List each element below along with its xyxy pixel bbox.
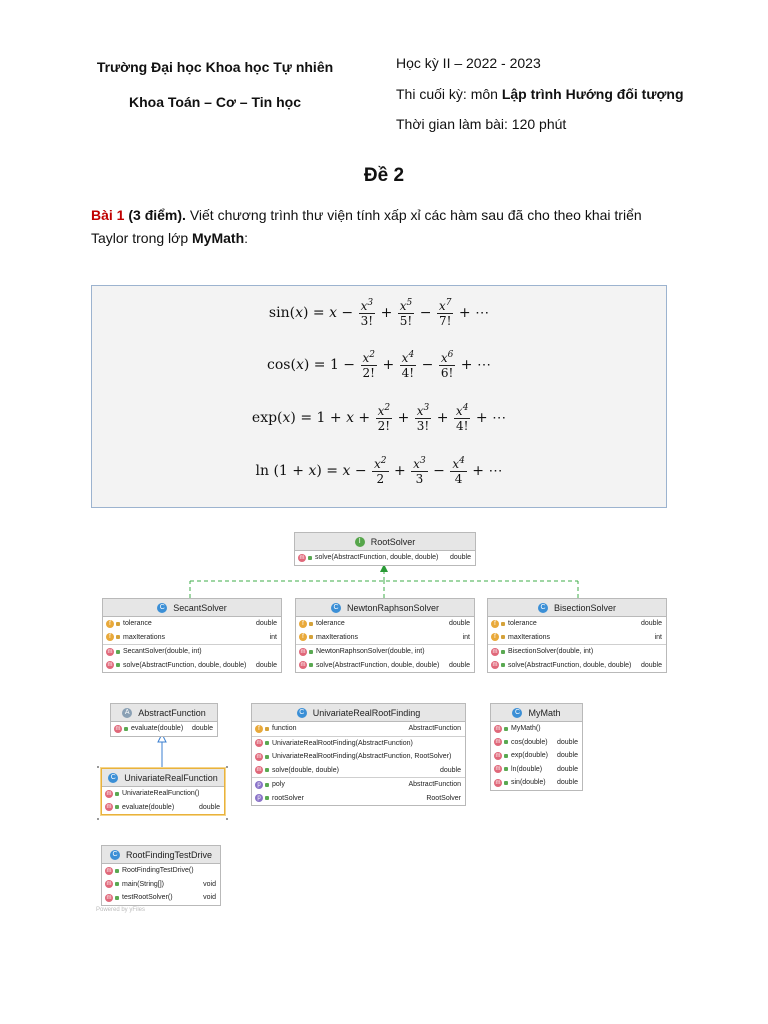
problem-class: MyMath — [192, 230, 245, 246]
exp-ellipsis: + ⋯ — [475, 410, 507, 426]
public-icon — [115, 869, 119, 873]
private-icon — [501, 622, 505, 626]
uml-member: SecantSolver(double, int) — [123, 648, 202, 656]
uml-type: double — [556, 738, 578, 746]
uml-class-name: MyMath — [528, 707, 561, 718]
public-icon — [115, 792, 119, 796]
public-icon — [115, 896, 119, 900]
semester: Học kỳ II – 2022 - 2023 — [396, 55, 541, 71]
uml-member: testRootSolver() — [122, 894, 173, 902]
public-icon — [504, 727, 508, 731]
static-method-icon: m — [106, 881, 112, 888]
uml-member: MyMath() — [511, 725, 541, 733]
private-icon — [501, 635, 505, 639]
uml-member: ln(double) — [511, 765, 543, 773]
class-icon: C — [157, 603, 167, 613]
duration: Thời gian làm bài: 120 phút — [396, 116, 567, 132]
public-icon — [116, 650, 120, 654]
uml-member: tolerance — [123, 620, 152, 628]
field-icon: f — [299, 620, 307, 628]
uml-class-name: UnivariateRealRootFinding — [312, 707, 421, 718]
uml-member: function — [272, 725, 297, 733]
uml-type: double — [640, 620, 662, 628]
class-icon: C — [297, 708, 307, 718]
sin-formula: sin(x) = x − $\frac{x^3}{3!}$ + $\frac{x^5}{5!}$ − $\frac{x^7}{7!}$ + ⋯ — [268, 298, 490, 328]
uml-type: AbstractFunction — [408, 781, 461, 789]
uml-member: main(String[]) — [122, 880, 165, 888]
problem-label: Bài 1 — [91, 207, 125, 223]
class-icon: C — [108, 773, 118, 783]
private-icon — [116, 635, 120, 639]
public-icon — [265, 796, 269, 800]
uml-secantsolver[interactable] — [102, 598, 282, 673]
yfiles-watermark: Powered by yFiles — [96, 907, 146, 913]
method-icon: m — [495, 725, 501, 732]
faculty-name: Khoa Toán – Cơ – Tin học — [128, 94, 301, 110]
uml-abstractfunction[interactable] — [110, 703, 218, 737]
exp-formula: exp(x) = 1 + x + $\frac{x^2}{2!}$ + $\frac{x^3}{3!}$ + $\frac{x^4}{4!}$ + ⋯ — [251, 403, 507, 433]
method-icon: m — [256, 767, 262, 774]
uml-type: void — [203, 880, 216, 888]
uml-member: BisectionSolver(double, int) — [508, 648, 594, 656]
uml-member: rootSolver — [272, 794, 304, 802]
uml-class-name: NewtonRaphsonSolver — [346, 602, 440, 613]
field-icon: f — [491, 633, 499, 641]
uml-member: UnivariateRealRootFinding(AbstractFunction) — [272, 739, 413, 747]
public-icon — [116, 663, 120, 667]
uml-type: double — [556, 779, 578, 787]
uml-type: int — [462, 633, 470, 641]
class-icon: C — [512, 708, 522, 718]
method-icon: m — [300, 648, 306, 655]
static-method-icon: m — [495, 766, 501, 773]
field-icon: f — [106, 620, 114, 628]
public-icon — [504, 767, 508, 771]
uml-type: double — [448, 661, 470, 669]
cos-formula: cos(x) = 1 − $\frac{x^2}{2!}$ + $\frac{x^4}{4!}$ − $\frac{x^6}{6!}$ + ⋯ — [267, 350, 491, 380]
cos-lhs: cos( — [267, 357, 296, 373]
problem-text-end: : — [244, 230, 249, 246]
uml-class-name: BisectionSolver — [553, 602, 617, 613]
uml-rootsolver[interactable] — [294, 532, 476, 566]
class-icon: C — [331, 603, 341, 613]
public-icon — [265, 768, 269, 772]
sin-ellipsis: + ⋯ — [458, 305, 490, 321]
public-icon — [504, 740, 508, 744]
uml-member: tolerance — [316, 620, 345, 628]
uml-member: solve(AbstractFunction, double, double) — [508, 661, 632, 669]
uml-rootfindingtestdrive[interactable] — [101, 845, 221, 906]
public-icon — [504, 781, 508, 785]
static-method-icon: m — [495, 739, 501, 746]
uml-type: double — [556, 752, 578, 760]
uml-member: tolerance — [508, 620, 537, 628]
exam-title: Đề 2 — [363, 165, 405, 186]
uml-type: double — [449, 554, 471, 562]
cos-ellipsis: + ⋯ — [460, 357, 491, 373]
interface-icon: I — [355, 537, 365, 547]
private-icon — [309, 635, 313, 639]
public-icon — [115, 882, 119, 886]
field-icon: f — [255, 725, 263, 733]
method-icon: m — [107, 648, 113, 655]
uml-member: maxIterations — [316, 633, 359, 641]
uml-member: solve(AbstractFunction, double, double) — [123, 661, 247, 669]
class-icon: C — [538, 603, 548, 613]
static-method-icon: m — [106, 894, 112, 901]
uml-member: sin(double) — [511, 779, 546, 787]
uml-mymath[interactable] — [490, 703, 583, 791]
method-icon: m — [106, 804, 112, 811]
method-icon: m — [300, 662, 306, 669]
problem-points: (3 điểm). — [128, 207, 186, 223]
problem-text: Viết chương trình thư viện tính xấp xỉ các hàm sau đã cho theo khai triển Taylor trong lớp — [91, 207, 642, 246]
ln-ellipsis: + ⋯ — [472, 463, 503, 479]
uml-member: maxIterations — [508, 633, 551, 641]
uml-member: evaluate(double) — [122, 803, 175, 811]
field-icon: f — [299, 633, 307, 641]
private-icon — [116, 622, 120, 626]
uml-member: solve(AbstractFunction, double, double) — [316, 661, 440, 669]
uml-type: AbstractFunction — [408, 725, 461, 733]
uml-member: RootFindingTestDrive() — [122, 867, 194, 875]
public-icon — [309, 650, 313, 654]
uml-type: double — [448, 620, 470, 628]
uml-member: solve(AbstractFunction, double, double) — [315, 554, 439, 562]
uml-type: double — [255, 620, 277, 628]
uml-type: void — [203, 894, 216, 902]
ln-lhs: ln (1 + — [255, 463, 309, 479]
uml-class-name: SecantSolver — [173, 602, 227, 613]
public-icon — [308, 556, 312, 560]
uml-member: poly — [272, 781, 285, 789]
uml-member: solve(double, double) — [272, 766, 339, 774]
public-icon — [265, 783, 269, 787]
uml-class-name: RootSolver — [370, 536, 416, 547]
uml-type: double — [556, 765, 578, 773]
class-icon: C — [110, 850, 120, 860]
method-icon: m — [492, 662, 498, 669]
private-icon — [309, 622, 313, 626]
uml-univariaterealrootfinding[interactable] — [251, 703, 466, 806]
uml-type: int — [654, 633, 662, 641]
uml-member: NewtonRaphsonSolver(double, int) — [316, 648, 425, 656]
uml-type: double — [191, 725, 213, 733]
ln-formula: ln (1 + x) = x − $\frac{x^2}{2}$ + $\frac{x^3}{3}$ − $\frac{x^4}{4}$ + ⋯ — [255, 456, 503, 486]
field-icon: f — [106, 633, 114, 641]
university-name: Trường Đại học Khoa học Tự nhiên — [96, 59, 334, 75]
exp-lhs: exp( — [251, 410, 283, 426]
uml-type: double — [198, 803, 220, 811]
uml-member: evaluate(double) — [131, 725, 184, 733]
exam-prefix: Thi cuối kỳ: môn — [396, 86, 502, 102]
uml-class-name: UnivariateRealFunction — [124, 772, 218, 783]
public-icon — [265, 741, 269, 745]
uml-class-name: RootFindingTestDrive — [125, 849, 213, 860]
sin-lhs: sin( — [268, 305, 296, 321]
method-icon: m — [256, 740, 262, 747]
method-icon: m — [299, 554, 305, 561]
method-icon: m — [106, 790, 112, 797]
public-icon — [504, 754, 508, 758]
static-method-icon: m — [495, 752, 501, 759]
uml-newtonraphsonsolver[interactable] — [295, 598, 475, 673]
uml-bisectionsolver[interactable] — [487, 598, 667, 673]
uml-univariaterealfunction[interactable] — [101, 768, 225, 815]
private-icon — [265, 727, 269, 731]
uml-member: cos(double) — [511, 738, 548, 746]
method-icon: m — [106, 867, 112, 874]
uml-type: int — [269, 633, 277, 641]
exam-subject: Lập trình Hướng đối tượng — [501, 86, 684, 102]
static-method-icon: m — [495, 779, 501, 786]
uml-class-name: AbstractFunction — [138, 707, 206, 718]
public-icon — [501, 663, 505, 667]
uml-member: UnivariateRealFunction() — [122, 790, 200, 798]
property-icon: p — [255, 781, 263, 789]
public-icon — [309, 663, 313, 667]
uml-member: UnivariateRealRootFinding(AbstractFunction, RootSolver) — [272, 753, 452, 761]
public-icon — [501, 650, 505, 654]
uml-type: RootSolver — [426, 794, 461, 802]
uml-type: double — [640, 661, 662, 669]
uml-type: double — [255, 661, 277, 669]
field-icon: f — [491, 620, 499, 628]
public-icon — [124, 727, 128, 731]
method-icon: m — [492, 648, 498, 655]
method-icon: m — [256, 753, 262, 760]
property-icon: p — [255, 794, 263, 802]
abstract-class-icon: A — [122, 708, 132, 718]
uml-type: double — [439, 766, 461, 774]
method-icon: m — [107, 662, 113, 669]
uml-member: exp(double) — [511, 752, 548, 760]
method-icon: m — [115, 725, 121, 732]
public-icon — [265, 755, 269, 759]
uml-member: maxIterations — [123, 633, 166, 641]
public-icon — [115, 805, 119, 809]
